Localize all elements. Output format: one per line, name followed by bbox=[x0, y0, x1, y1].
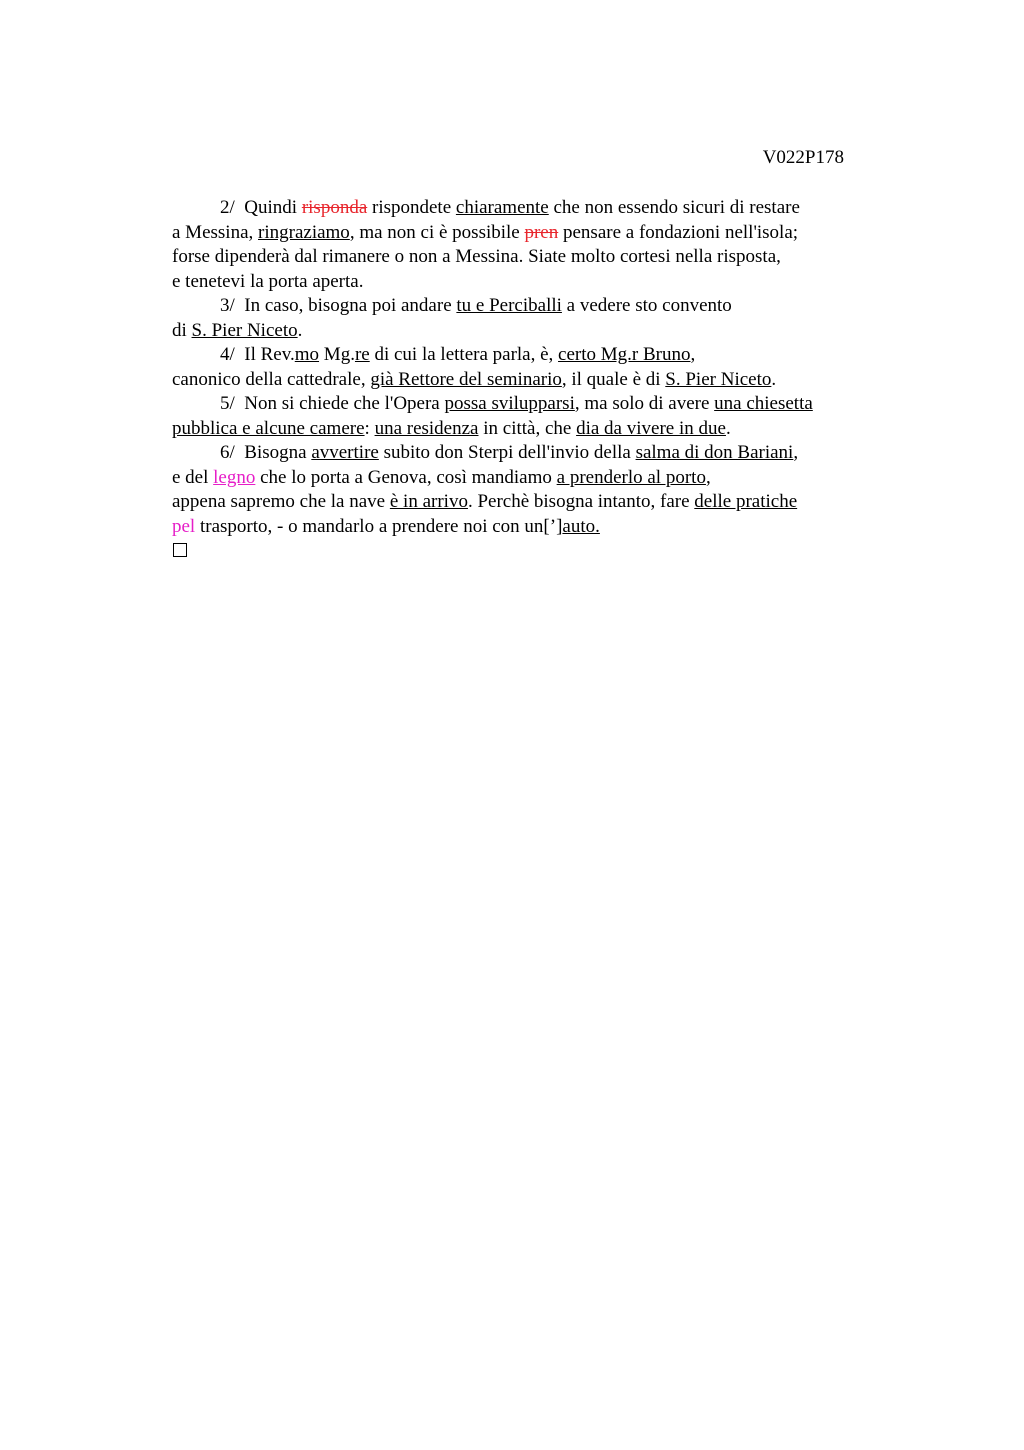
underlined-text: S. Pier Niceto bbox=[665, 368, 772, 390]
text: trasporto, - o mandarlo a prendere noi con un[’] bbox=[195, 515, 563, 537]
text: di cui la lettera parla, è, bbox=[369, 344, 559, 365]
text: che non essendo sicuri di restare bbox=[548, 197, 800, 218]
text: Il Rev. bbox=[244, 344, 295, 365]
underlined-text: una residenza bbox=[374, 417, 479, 439]
paragraph-4-line-2 bbox=[172, 368, 862, 393]
underlined-text: già Rettore del seminario bbox=[370, 368, 562, 390]
paragraph-4-line-1 bbox=[172, 343, 862, 368]
underlined-text: possa svilupparsi bbox=[444, 393, 575, 414]
paragraph-2-line-2 bbox=[172, 221, 862, 246]
underlined-text: mo bbox=[294, 344, 320, 365]
highlighted-word: legno bbox=[213, 466, 256, 488]
paragraph-5-line-2 bbox=[172, 417, 862, 442]
text: rispondete bbox=[367, 197, 456, 218]
underlined-text: delle pratiche bbox=[694, 491, 798, 512]
text: canonico della cattedrale, bbox=[172, 368, 371, 390]
text: Quindi bbox=[244, 197, 302, 218]
deleted-word: risponda bbox=[301, 197, 368, 218]
text: . bbox=[725, 417, 731, 439]
text: , ma solo di avere bbox=[574, 393, 715, 414]
text: a vedere sto convento bbox=[561, 295, 732, 316]
letter-body bbox=[172, 196, 862, 564]
underlined-text: certo Mg.r Bruno bbox=[558, 344, 691, 365]
text: appena sapremo che la nave bbox=[172, 491, 390, 512]
text: pensare a fondazioni nell'isola; bbox=[558, 221, 799, 243]
underlined-text: re bbox=[354, 344, 370, 365]
text: Non si chiede che l'Opera bbox=[244, 393, 445, 414]
text: a Messina, bbox=[172, 221, 259, 243]
highlighted-word: pel bbox=[172, 515, 196, 537]
paragraph-number: 5/ bbox=[220, 393, 235, 414]
text: , il quale è di bbox=[561, 368, 666, 390]
paragraph-3-line-2 bbox=[172, 319, 862, 344]
underlined-text: è in arrivo bbox=[389, 491, 468, 512]
underlined-text: ringraziamo bbox=[258, 221, 350, 243]
underlined-text: auto. bbox=[562, 515, 600, 537]
underlined-text: salma di don Bariani bbox=[635, 442, 794, 463]
paragraph-number: 3/ bbox=[220, 295, 235, 316]
text: . bbox=[771, 368, 777, 390]
paragraph-6-line-4 bbox=[172, 515, 862, 540]
deleted-word: pren bbox=[524, 221, 559, 243]
paragraph-6-line-3 bbox=[172, 490, 862, 515]
text: : bbox=[364, 417, 375, 439]
text: in città, che bbox=[478, 417, 577, 439]
text: che lo porta a Genova, così mandiamo bbox=[255, 466, 557, 488]
underlined-text: pubblica e alcune camere bbox=[172, 417, 365, 439]
text: . Perchè bisogna intanto, fare bbox=[467, 491, 695, 512]
page-identifier: V022P178 bbox=[762, 147, 844, 168]
square-marker-icon bbox=[173, 543, 187, 557]
underlined-text: avvertire bbox=[311, 442, 379, 463]
paragraph-2-line-4: e tenetevi la porta aperta. bbox=[172, 270, 364, 292]
paragraph-number: 2/ bbox=[220, 197, 235, 218]
paragraph-6-line-2 bbox=[172, 466, 862, 491]
paragraph-5-line-1 bbox=[172, 392, 862, 417]
text: subito don Sterpi dell'invio della bbox=[378, 442, 636, 463]
underlined-text: chiaramente bbox=[455, 197, 549, 218]
underlined-text: S. Pier Niceto bbox=[191, 319, 298, 341]
underlined-text: tu e Perciballi bbox=[456, 295, 562, 316]
paragraph-2-line-3: forse dipenderà dal rimanere o non a Messina. Siate molto cortesi nella risposta, bbox=[172, 246, 781, 267]
end-marker-line bbox=[172, 539, 862, 564]
text: . bbox=[297, 319, 303, 341]
underlined-text: una chiesetta bbox=[714, 393, 813, 414]
paragraph-6-line-1 bbox=[172, 441, 862, 466]
paragraph-3-line-1 bbox=[172, 294, 862, 319]
text: , bbox=[793, 442, 799, 463]
underlined-text: a prenderlo al porto bbox=[556, 466, 706, 488]
paragraph-number: 6/ bbox=[220, 442, 235, 463]
text: Mg. bbox=[319, 344, 355, 365]
text: In caso, bisogna poi andare bbox=[244, 295, 457, 316]
underlined-text: dia da vivere in due bbox=[576, 417, 726, 439]
text: , bbox=[705, 466, 711, 488]
paragraph-number: 4/ bbox=[220, 344, 235, 365]
text: di bbox=[172, 319, 192, 341]
text: , ma non ci è possibile bbox=[349, 221, 525, 243]
text: , bbox=[690, 344, 696, 365]
text: Bisogna bbox=[244, 442, 312, 463]
text: e del bbox=[172, 466, 214, 488]
paragraph-2-line-1 bbox=[172, 196, 862, 221]
